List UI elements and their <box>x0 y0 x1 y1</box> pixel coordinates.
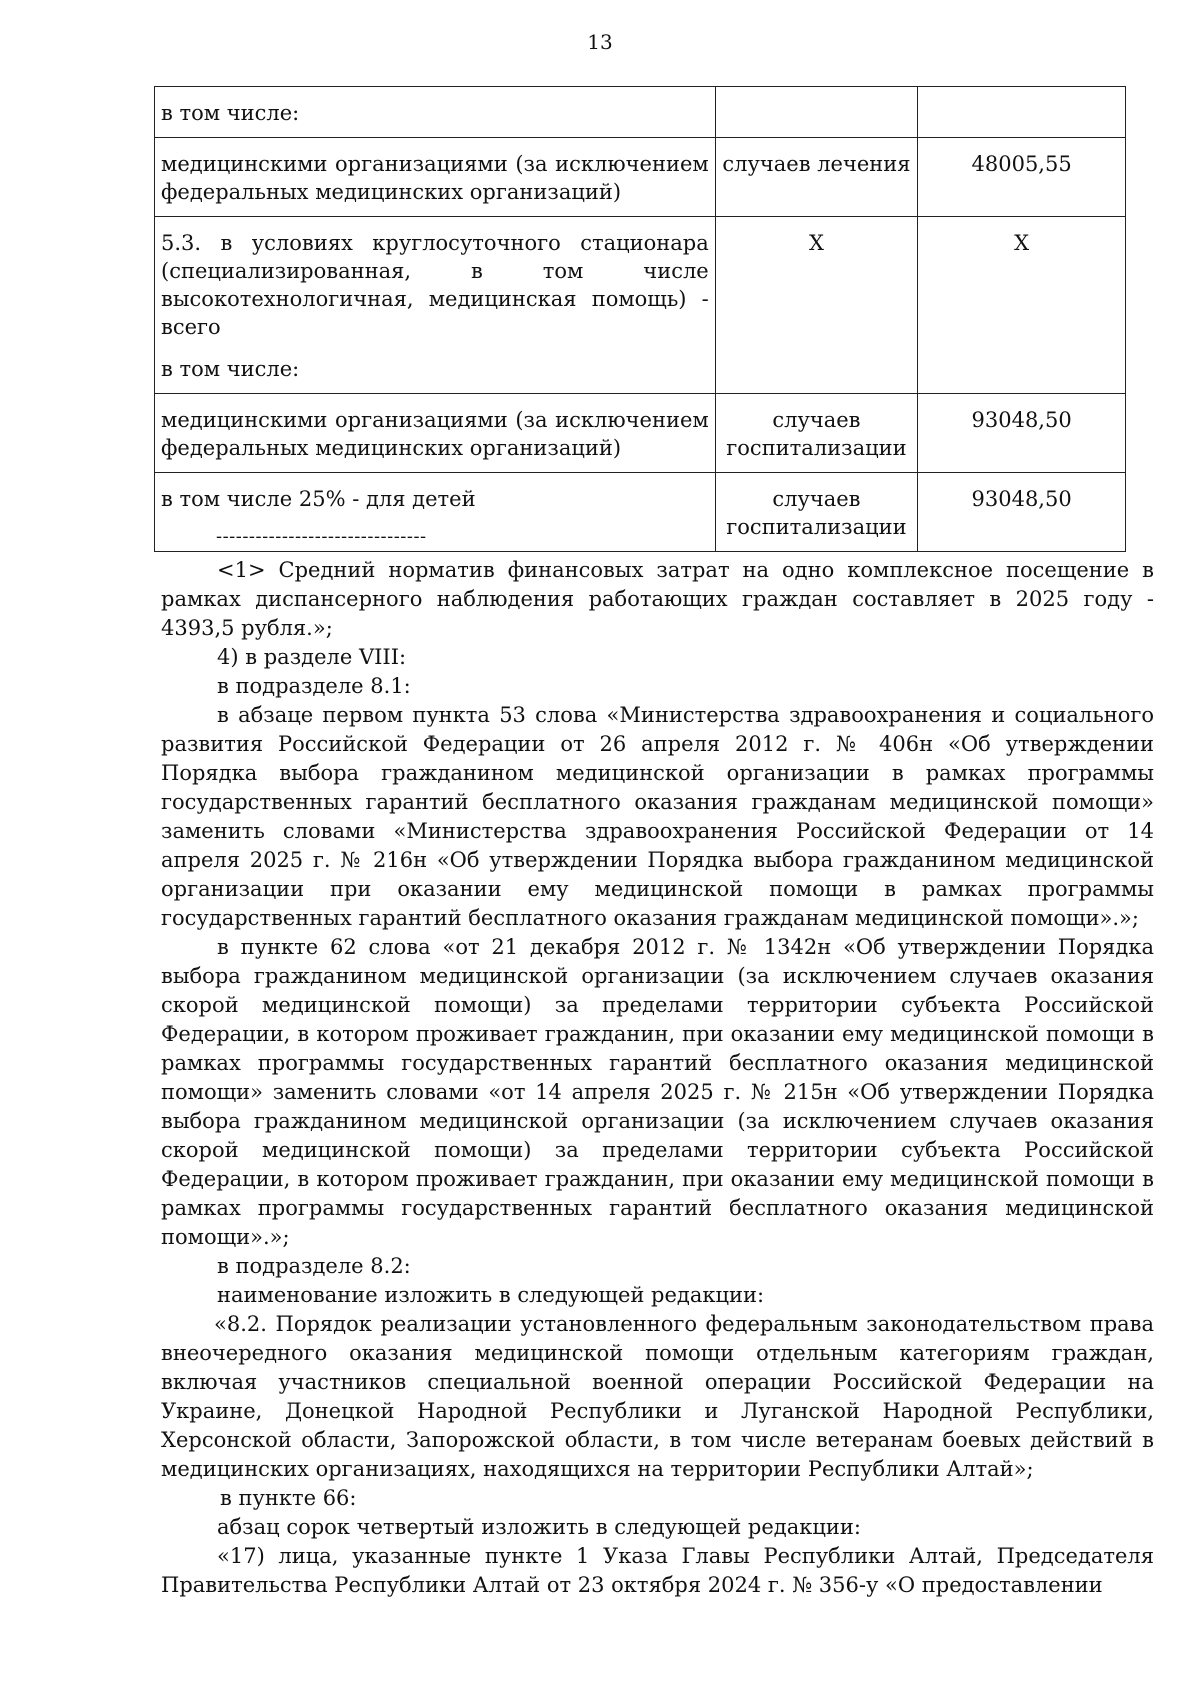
footnote-paragraph: <1> Средний норматив финансовых затрат на одно комплексное посещение в рамках диспансерного наблюдения работающих граждан составляет в 2025 году - 4393,5 рубля.»; <box>161 558 1154 640</box>
body-paragraph: в абзаце первом пункта 53 слова «Министерства здравоохранения и социального развития Российской Федерации от 26 апреля 2012 г. № 406н «Об утверждении Порядка выбора гражданином медицинской организации в рамках программы государственных гарантий бесплатного оказания гражданам медицинской помощи» заменить словами «Министерства здравоохранения Российской Федерации от 14 апреля 2025 г. № 216н «Об утверждении Порядка выбора гражданином медицинской организации при оказании ему медицинской помощи в рамках программы государственных гарантий бесплатного оказания гражданам медицинской помощи».»; <box>161 703 1154 930</box>
body-paragraph: «8.2. Порядок реализации установленного федеральным законодательством права внеочередного оказания медицинской помощи отдельным категориям граждан, включая участников специальной военной операции Российской Федерации на Украине, Донецкой Народной Республики и Луганской Народной Республики, Херсонской области, Запорожской области, в том числе ветеранам боевых действий в медицинских организациях, находящихся на территории Республики Алтай»; <box>161 1312 1154 1481</box>
table-cell-unit: случаев госпитализации <box>715 394 917 473</box>
table-cell-name <box>155 217 716 394</box>
body-paragraph: «17) лица, указанные пункте 1 Указа Главы Республики Алтай, Председателя Правительства Республики Алтай от 23 октября 2024 г. № 356-у «О предоставлении <box>161 1544 1154 1597</box>
table-cell-name-sub: в том числе: <box>161 357 300 381</box>
body-paragraph: наименование изложить в следующей редакции: <box>217 1283 765 1307</box>
financial-norms-table <box>154 86 1126 552</box>
body-paragraph: в пункте 62 слова «от 21 декабря 2012 г. № 1342н «Об утверждении Порядка выбора гражданином медицинской организации (за исключением случаев оказания скорой медицинской помощи) за пределами территории субъекта Российской Федерации, в котором проживает гражданин, при оказании ему медицинской помощи в рамках программы государственных гарантий бесплатного оказания медицинской помощи» заменить словами «от 14 апреля 2025 г. № 215н «Об утверждении Порядка выбора гражданином медицинской организации (за исключением случаев оказания скорой медицинской помощи) за пределами территории субъекта Российской Федерации, в котором проживает гражданин, при оказании ему медицинской помощи в рамках программы государственных гарантий бесплатного оказания медицинской помощи».»; <box>161 935 1154 1249</box>
table-cell-value: 93048,50 <box>918 394 1126 473</box>
body-paragraph: абзац сорок четвертый изложить в следующей редакции: <box>217 1515 861 1539</box>
table-cell-unit: случаев госпитализации <box>715 473 917 552</box>
table-cell-unit: Х <box>715 217 917 394</box>
table-row <box>155 394 1126 473</box>
table-cell-name: медицинскими организациями (за исключением федеральных медицинских организаций) <box>155 138 716 217</box>
table-cell-value <box>918 87 1126 138</box>
table-row <box>155 87 1126 138</box>
table-row <box>155 138 1126 217</box>
table-cell-value: 93048,50 <box>918 473 1126 552</box>
footnote-separator: -------------------------------- <box>216 526 427 547</box>
table-cell-value: 48005,55 <box>918 138 1126 217</box>
table-cell-value: Х <box>918 217 1126 394</box>
table-cell-name: в том числе 25% - для детей <box>155 473 716 552</box>
body-paragraph: в подразделе 8.2: <box>217 1254 411 1278</box>
table-cell-unit <box>715 87 917 138</box>
table-cell-unit: случаев лечения <box>715 138 917 217</box>
table-row <box>155 217 1126 394</box>
document-body <box>161 556 1154 1600</box>
page-number: 13 <box>587 30 613 54</box>
body-paragraph: в подразделе 8.1: <box>217 674 411 698</box>
body-paragraph: в пункте 66: <box>220 1486 357 1510</box>
body-paragraph: 4) в разделе VIII: <box>217 645 407 669</box>
table-cell-name: медицинскими организациями (за исключением федеральных медицинских организаций) <box>155 394 716 473</box>
table-cell-name: в том числе: <box>155 87 716 138</box>
table-cell-name-main: 5.3. в условиях круглосуточного стационара (специализированная, в том числе высокотехнологичная, медицинская помощь) - всего <box>161 231 709 339</box>
